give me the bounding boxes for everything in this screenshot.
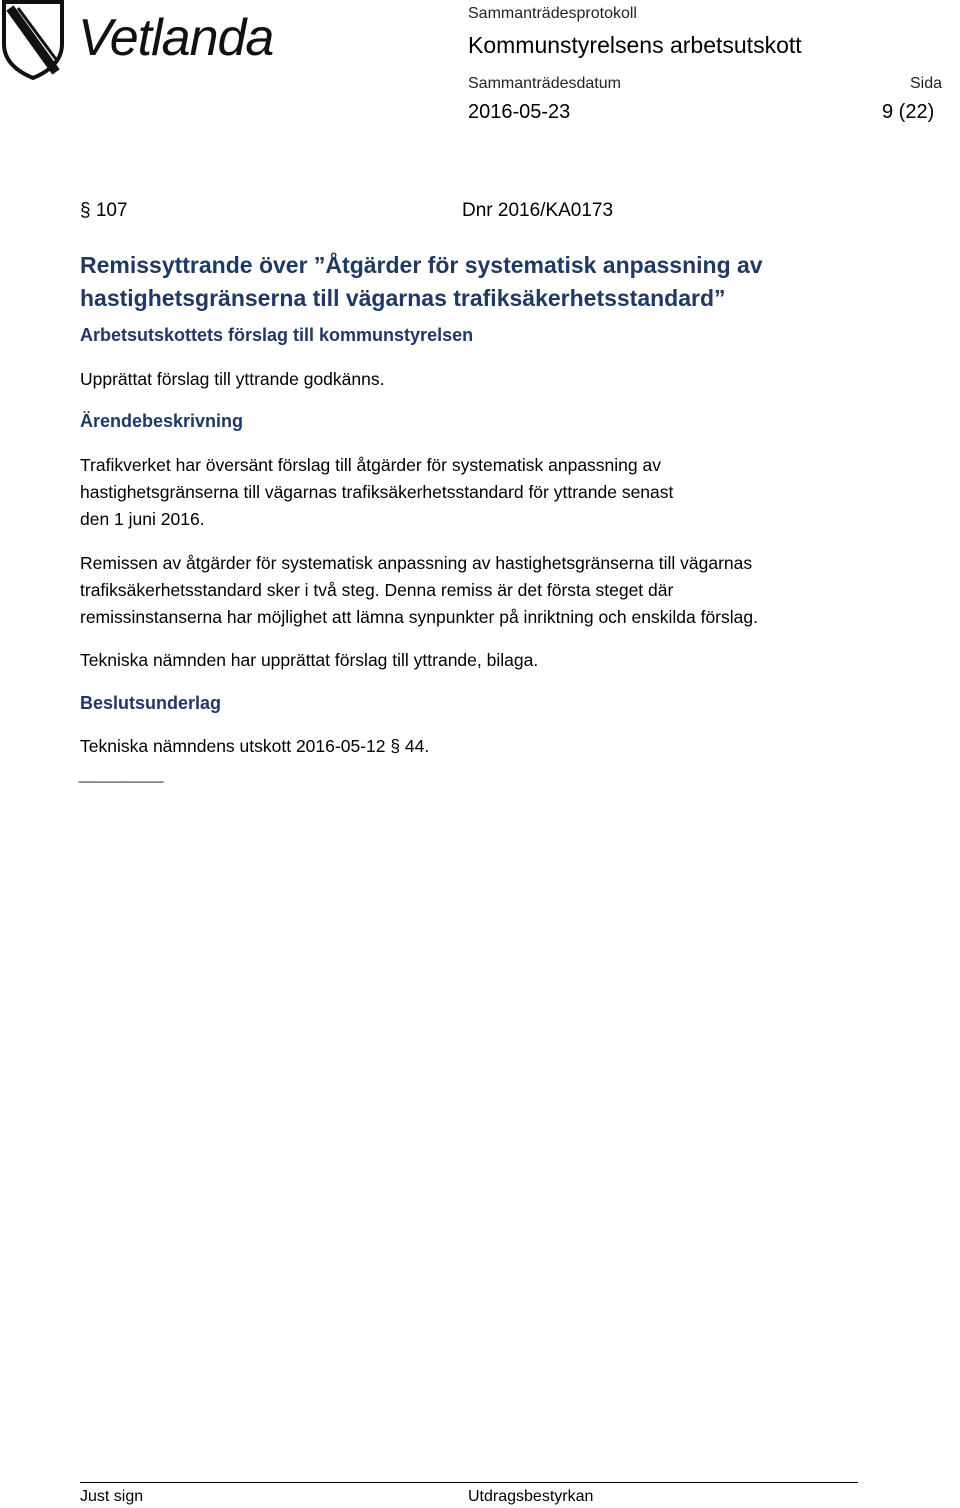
paragraph-2-line-3: remissinstanserna har möjlighet att lämna synpunkter på inriktning och enskilda förslag.	[80, 607, 758, 627]
just-sign-label: Just sign	[80, 1488, 144, 1505]
paragraph-3: Tekniska nämnden har upprättat förslag till yttrande, bilaga.	[80, 650, 539, 670]
paragraph-2-line-2: trafiksäkerhetsstandard sker i två steg. Denna remiss är det första steget där	[80, 580, 674, 600]
section-number: § 107	[80, 200, 128, 221]
paragraph-2-line-1: Remissen av åtgärder för systematisk anpassning av hastighetsgränserna till vägarnas	[80, 553, 753, 573]
protocol-label: Sammanträdesprotokoll	[468, 5, 637, 22]
logo-wordmark: Vetlanda	[78, 9, 274, 67]
committee-name: Kommunstyrelsens arbetsutskott	[468, 32, 802, 58]
paragraph-1-line-1: Trafikverket har översänt förslag till åtgärder för systematisk anpassning av	[80, 455, 661, 475]
page-label: Sida	[910, 75, 943, 92]
municipal-shield-icon	[0, 0, 66, 80]
page-number: 9 (22)	[882, 101, 935, 123]
section-title-line1: Remissyttrande över ”Åtgärder för systematisk anpassning av	[80, 252, 763, 278]
description-heading: Ärendebeskrivning	[80, 411, 244, 431]
meeting-date: 2016-05-23	[468, 101, 571, 123]
divider: --------------------------------	[78, 776, 164, 788]
proposal-heading: Arbetsutskottets förslag till kommunstyrelsen	[80, 325, 474, 345]
paragraph-1-line-3: den 1 juni 2016.	[80, 509, 205, 529]
dnr-number: Dnr 2016/KA0173	[462, 200, 614, 221]
paragraph-1-line-2: hastighetsgränserna till vägarnas trafiksäkerhetsstandard för yttrande senast	[80, 482, 674, 502]
utdrag-label: Utdragsbestyrkan	[468, 1488, 594, 1505]
date-label: Sammanträdesdatum	[468, 75, 621, 92]
section-title-line2: hastighetsgränserna till vägarnas trafiksäkerhetsstandard”	[80, 285, 726, 311]
footer-rule	[80, 1482, 858, 1483]
basis-text: Tekniska nämndens utskott 2016-05-12 § 44.	[80, 736, 430, 756]
proposal-text: Upprättat förslag till yttrande godkänns.	[80, 369, 385, 389]
basis-heading: Beslutsunderlag	[80, 693, 222, 713]
